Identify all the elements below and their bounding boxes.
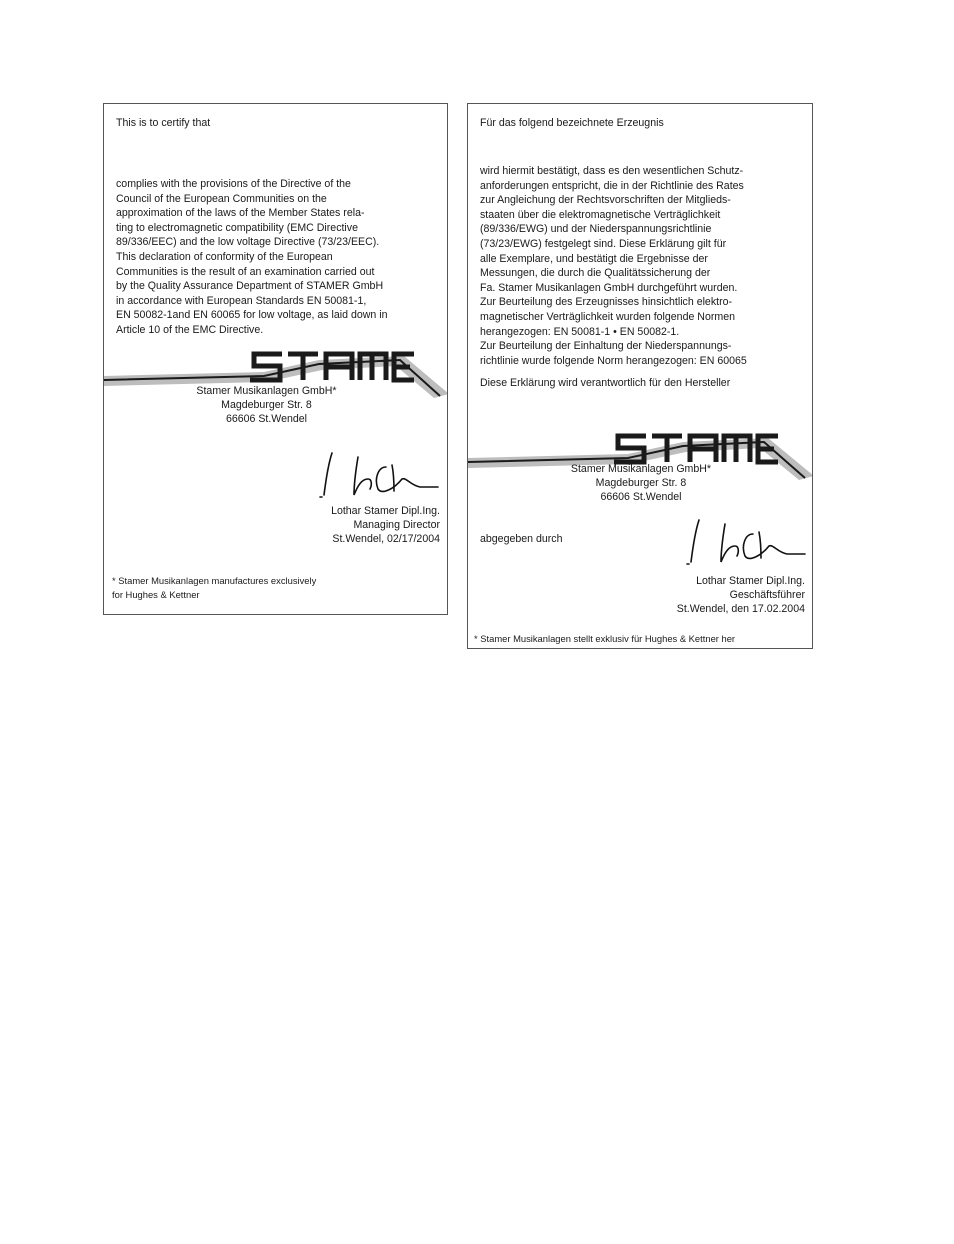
certificate-panel-german <box>467 103 813 649</box>
closing-text: Diese Erklärung wird verantwortlich für den Hersteller <box>480 377 731 389</box>
company-address: Stamer Musikanlagen GmbH* Magdeburger Str. 8 66606 St.Wendel <box>196 385 337 425</box>
signer-block: Lothar Stamer Dipl.Ing. Geschäftsführer St.Wendel, den 17.02.2004 <box>676 575 805 615</box>
intro-text: This is to certify that <box>116 117 211 129</box>
intro-text: Für das folgend bezeichnete Erzeugnis <box>480 117 664 129</box>
signature <box>314 449 439 501</box>
certificate-panel-english <box>103 103 448 615</box>
company-address: Stamer Musikanlagen GmbH* Magdeburger Str. 8 66606 St.Wendel <box>570 463 712 503</box>
issued-by-label: abgegeben durch <box>480 533 563 545</box>
signature <box>681 516 806 568</box>
footnote: * Stamer Musikanlagen manufactures exclusively for Hughes & Kettner <box>112 575 317 600</box>
declaration-body: wird hiermit bestätigt, dass es den wesentlichen Schutz- anforderungen entspricht, die in der Richtlinie des Rates zur Angleichung der Rechtsvorschriften der Mitglieds- staaten über die elektromagnetische Verträglichkeit (89/336/EWG) und der Niederspannungsrichtlinie (73/23/EWG) festgelegt sind. Diese Erklärung gilt für alle Exemplare, und bestätigt die Ergebnisse der Messungen, die durch die Qualitätssicherung der Fa. Stamer Musikanlagen GmbH durchgeführt wurden. Zur Beurteilung des Erzeugnisses hinsichtlich elektro- magnetischer Verträglichkeit wurden folgende Normen herangezogen: EN 50081-1 • EN 50082-1. Zur Beurteilung der Einhaltung der Niederspannungs- richtlinie wurde folgende Norm herangezogen: EN 60065 <box>480 165 747 367</box>
logo-wordmark: STAMER <box>104 342 109 343</box>
declaration-body: complies with the provisions of the Directive of the Council of the European Communities on the approximation of the laws of the Member States rela- ting to electromagnetic compatibility (EMC Directive 89/336/EEC) and the low voltage Directive (73/23/EEC). This declaration of conformity of the European Communities is the result of an examination carried out by the Quality Assurance Department of STAMER GmbH in accordance with European Standards EN 50081-1, EN 50082-1and EN 60065 for low voltage, as laid down in Article 10 of the EMC Directive. <box>116 178 388 336</box>
signer-block: Lothar Stamer Dipl.Ing. Managing Director St.Wendel, 02/17/2004 <box>331 505 440 545</box>
footnote: * Stamer Musikanlagen stellt exklusiv für Hughes & Kettner her <box>474 633 736 644</box>
